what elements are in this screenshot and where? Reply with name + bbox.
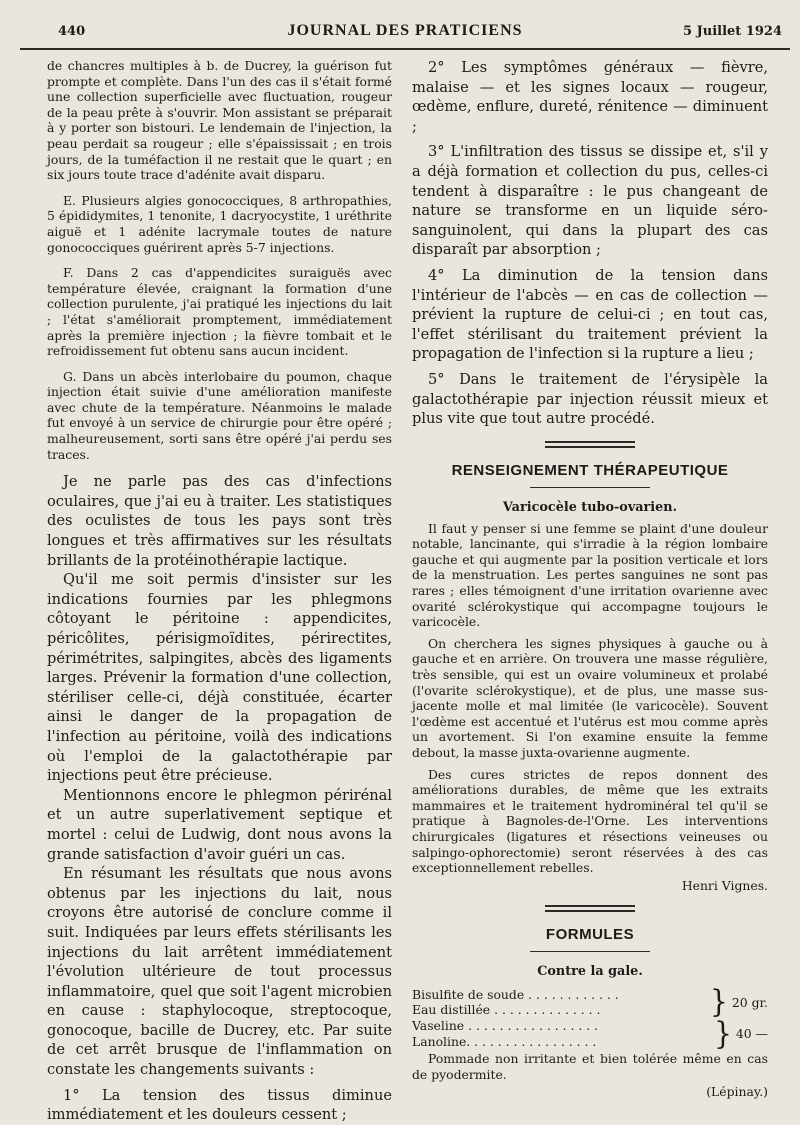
paragraph-resume: En résumant les résultats que nous avons obtenus par les injections du lait, nous croyons être autorisé de conclure comme il suit. Indiquées par leurs effets stérilisants les injections du lait arrêtent immédiatement l'évolution ultérieure de tout processus inflammatoire, quel que soit l'agent microbien en cause : staphylocoque, streptocoque, gonocoque, bacille de Ducrey, etc. Par suite de cet arrêt brusque de l'inflammation on constate les changements suivants : (47, 865, 392, 1079)
ingredient-eau: Eau distillée . . . . . . . . . . . . . . (412, 1002, 601, 1018)
journal-title: JOURNAL DES PRATICIENS (287, 22, 523, 39)
paragraph-varicocele-1: Il faut y penser si une femme se plaint d'une douleur notable, lancinante, qui s'irradie à la région lombaire gauche et qui augmente par la position verticale et lors de la menstruation. Les pertes sanguines ne sont pas rares ; elles témoignent d'une irritation ovarienne avec ovarité sclérokystique qui accompagne toujours le varicocèle. (412, 520, 768, 630)
ingredient-bisulfite: Bisulfite de soude . . . . . . . . . . . . (412, 986, 619, 1002)
paragraph-e: E. Plusieurs algies gonococciques, 8 arthropathies, 5 épididymites, 1 tenonite, 1 dacryocystite, 1 uréthrite aiguë et 1 adénite lacrymale toutes de nature gonococciques guérirent après 5-7 injections. (47, 192, 392, 255)
formula-group-2 (412, 1014, 768, 1052)
section-rule (530, 487, 650, 488)
ingredient-vaseline: Vaseline . . . . . . . . . . . . . . . . . (412, 1017, 599, 1033)
brace: } (710, 983, 728, 1020)
paragraph-f: F. Dans 2 cas d'appendicites suraiguës avec température élevée, craignant la formation d'une collection purulente, j'ai pratiqué les injections du lait ; l'état s'améliorait promptement, immédiatement après la première injection ; la fièvre tombait et le refroidissement fut obtenu sans aucun incident. (47, 265, 392, 359)
paragraph-chancres: de chancres multiples à b. de Ducrey, la guérison fut prompte et complète. Dans l'un des cas il s'était formé une collection superficielle avec fluctuation, rougeur de la peau prête à s'ouvrir. Mon assistant se préparait à y porter son bistouri. Le lendemain de l'injection, la peau perdait sa rougeur ; elle s'épaississait ; en trois jours, de la tuméfaction il ne restait que le quart ; en six jours toute trace d'adénite avait disparu. (47, 58, 392, 183)
brace: } (714, 1014, 732, 1052)
formula-note: Pommade non irritante et bien tolérée même en cas de pyodermite. (412, 1051, 768, 1082)
left-column (20, 58, 398, 1125)
issue-date: 5 Juillet 1924 (683, 24, 782, 39)
section-separator (545, 441, 635, 448)
paragraph-point-3: 3° L'infiltration des tissus se dissipe et, s'il y a déjà formation et collection du pus, celles-ci tendent à disparaître : le pus changeant de nature se transforme en un liquide séro-sanguinolent, qui dans la plupart des cas disparaît par absorption ; (412, 143, 768, 259)
page-number: 440 (58, 24, 86, 39)
amount-40: 40 — (735, 1026, 768, 1042)
ingredient-lanoline: Lanoline. . . . . . . . . . . . . . . . . (412, 1033, 597, 1049)
paragraph-g: G. Dans un abcès interlobaire du poumon, chaque injection était suivie d'une amélioration manifeste avec chute de la température. Néanmoins le malade fut envoyé à un service de chirurgie pour être opéré ; malheureusement, sorti sans être opéré j'ai perdu ses traces. (47, 368, 392, 462)
article-title-varicocele: Varicocèle tubo-ovarien. (502, 499, 678, 515)
paragraph-point-1: 1° La tension des tissus diminue immédiatement et les douleurs cessent ; (47, 1086, 392, 1124)
right-column (398, 58, 768, 1125)
paragraph-indications: Qu'il me soit permis d'insister sur les indications fournies par les phlegmons côtoyant le péritoine : appendicites, péricôlites, périsigmoïdites, périrectites, périmétrites, salpingites, abcès des ligaments larges. Prévenir la formation d'une collection, stériliser celle-ci, déjà constituée, écarter ainsi le danger de la propagation de l'infection au péritoine, voilà des indications où l'emploi de la galactothérapie par injections peut être précieuse. (47, 571, 392, 785)
page-header (20, 14, 790, 50)
formula-group-1 (412, 983, 768, 1020)
author-signature: Henri Vignes. (681, 877, 768, 893)
paragraph-varicocele-3: Des cures strictes de repos donnent des améliorations durables, de même que les extraits mammaires et le traitement hydrominéral tel qu'il se pratique à Bagnoles-de-l'Orne. Les interventions chirurgicales (ligatures et résections veineuses ou salpingo-ophorectomie) seront réservées à des cas exceptionnellement rebelles. (412, 766, 768, 876)
paragraph-varicocele-2: On cherchera les signes physiques à gauche ou à gauche et en arrière. On trouvera une masse régulière, très sensible, qui est un ovaire volumineux et prolabé (l'ovarite sclérokystique), et de plus, une masse sus-jacente molle et mal limitée (le varicocèle). Souvent l'œdème est accentué et l'utérus est mou comme après un avortement. Si l'on examine ensuite la femme debout, la masse juxta-ovarienne augmente. (412, 635, 768, 760)
paragraph-phlegmon: Mentionnons encore le phlegmon périrénal et un autre superlativement septique et mortel : celui de Ludwig, dont nous avons la grande satisfaction d'avoir guéri un cas. (47, 786, 392, 863)
section-separator (545, 905, 635, 912)
section-title-renseignement: RENSEIGNEMENT THÉRAPEUTIQUE (451, 461, 729, 479)
section-rule (530, 951, 650, 952)
paragraph-point-2: 2° Les symptômes généraux — fièvre, malaise — et les signes locaux — rougeur, œdème, enflure, dureté, rénitence — diminuent ; (412, 59, 768, 135)
formula-signature: (Lépinay.) (706, 1084, 768, 1100)
section-title-formules: FORMULES (545, 925, 635, 943)
formula-title: Contre la gale. (537, 963, 643, 979)
paragraph-point-5: 5° Dans le traitement de l'érysipèle la galactothérapie par injection réussit mieux et plus vite que tout autre procédé. (412, 370, 768, 428)
amount-20: 20 gr. (731, 994, 768, 1010)
paragraph-oculaires: Je ne parle pas des cas d'infections oculaires, que j'ai eu à traiter. Les statistiques des oculistes de tous les pays sont très longues et très affirmatives sur les résultats brillants de la protéinothérapie lactique. (47, 473, 392, 569)
paragraph-point-4: 4° La diminution de la tension dans l'intérieur de l'abcès — en cas de collection — prévient la rupture de celui-ci ; en tout cas, l'effet stérilisant du traitement prévient la propagation de l'infection si la rupture a lieu ; (412, 266, 768, 363)
